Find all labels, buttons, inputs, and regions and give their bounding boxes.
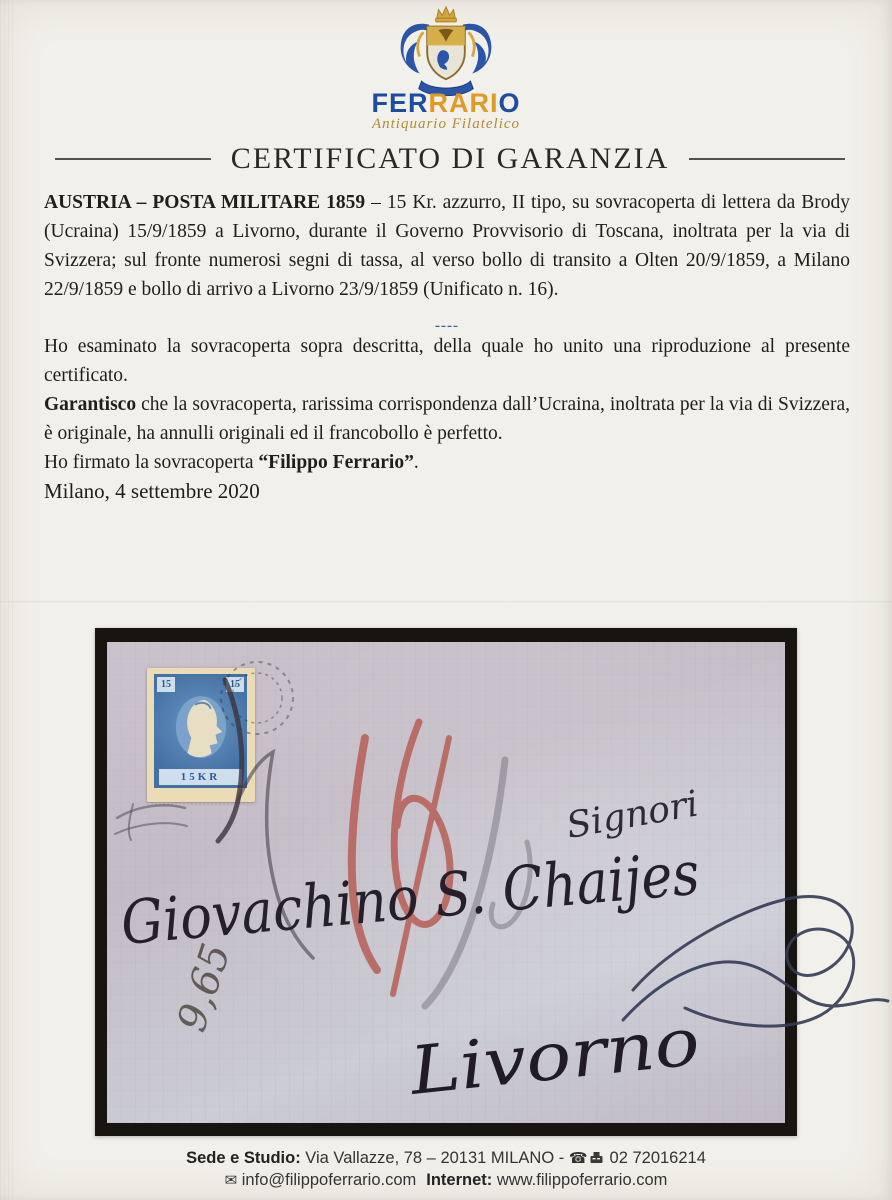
cover-photograph — [95, 628, 797, 1136]
certificate-heading — [55, 142, 845, 176]
handwritten-rate-note: 9,65 — [168, 938, 241, 1038]
handwriting-layer — [107, 642, 785, 1123]
signature-statement-suffix: . — [413, 452, 419, 473]
ferrario-coat-of-arms-icon — [370, 4, 522, 98]
guarantee-text: che la sovracoperta, rarissima corrispondenza dall’Ucraina, inoltrata per la via di Svizzera, è originale, ha annulli originali ed il francobollo è perfetto. — [44, 394, 850, 444]
logo-segment-2: RARI — [428, 88, 499, 118]
logo-tagline: Antiquario Filatelico — [371, 116, 521, 132]
stamp-value-top-right: 15 — [226, 677, 244, 692]
lot-description: – 15 Kr. azzurro, II tipo, su sovracoperta di lettera da Brody (Ucraina) 15/9/1859 a Livorno, durante il Governo Provvisorio di Toscana, inoltrata per la via di Svizzera; sul fronte numerosi segni di tassa, al verso bollo di transito a Olten 20/9/1859, a Milano 22/9/1859 e bollo di arrivo a Livorno 23/9/1859 (Unificato n. 16). — [44, 192, 850, 300]
crown-icon — [436, 7, 457, 22]
street-address: Via Vallazze, 78 – 20131 MILANO - — [300, 1149, 569, 1167]
logo-segment-3: O — [498, 88, 521, 118]
page-title: CERTIFICATO DI GARANZIA — [230, 142, 670, 175]
stamp-value-bottom-panel: 15KR — [159, 769, 242, 785]
blue-dash-separator: ---- — [435, 318, 459, 334]
red-crayon-tax-mark — [352, 722, 450, 994]
paper-crease — [0, 601, 892, 604]
website-url: www.filippoferrario.com — [496, 1171, 668, 1189]
stamp-value-top-left: 15 — [157, 677, 175, 692]
shield-icon — [427, 27, 465, 80]
footer-address-line — [0, 1147, 892, 1169]
expert-pencil-initials — [115, 804, 187, 840]
handwritten-salutation: Signori — [563, 783, 702, 847]
place-date-line: Milano, 4 settembre 2020 — [44, 479, 260, 503]
signature-statement-paragraph — [44, 448, 850, 477]
footer-web-line — [0, 1169, 892, 1191]
email-icon: ✉ — [224, 1171, 238, 1189]
expert-name: “Filippo Ferrario” — [258, 452, 414, 473]
email-address: info@filippoferrario.com — [241, 1171, 417, 1189]
lot-title: AUSTRIA – POSTA MILITARE 1859 — [44, 192, 366, 213]
handwritten-addressee: Giovachino S. Chaijes — [118, 831, 782, 959]
fax-icon — [590, 1152, 603, 1164]
logo-wordmark — [0, 88, 892, 119]
guarantee-keyword: Garantisco — [44, 394, 137, 415]
internet-label: Internet: — [426, 1171, 493, 1189]
address-label: Sede e Studio: — [186, 1149, 301, 1167]
heading-rule-left — [55, 158, 211, 160]
certificate-body — [44, 188, 850, 506]
handwritten-destination: Livorno — [406, 1006, 670, 1110]
phone-number: 02 72016214 — [609, 1149, 706, 1167]
examination-paragraph: Ho esaminato la sovracoperta sopra descritta, della quale ho unito una riproduzione al presente certificato. — [44, 336, 850, 386]
description-paragraph — [44, 188, 850, 304]
heading-rule-right — [689, 158, 845, 160]
logo-segment-1: FER — [371, 88, 429, 118]
contact-footer — [0, 1147, 892, 1191]
phone-icon: ☎ — [568, 1149, 588, 1167]
signature-statement-prefix: Ho firmato la sovracoperta — [44, 452, 259, 473]
letter-cover — [107, 642, 785, 1123]
guarantee-paragraph — [44, 390, 850, 448]
